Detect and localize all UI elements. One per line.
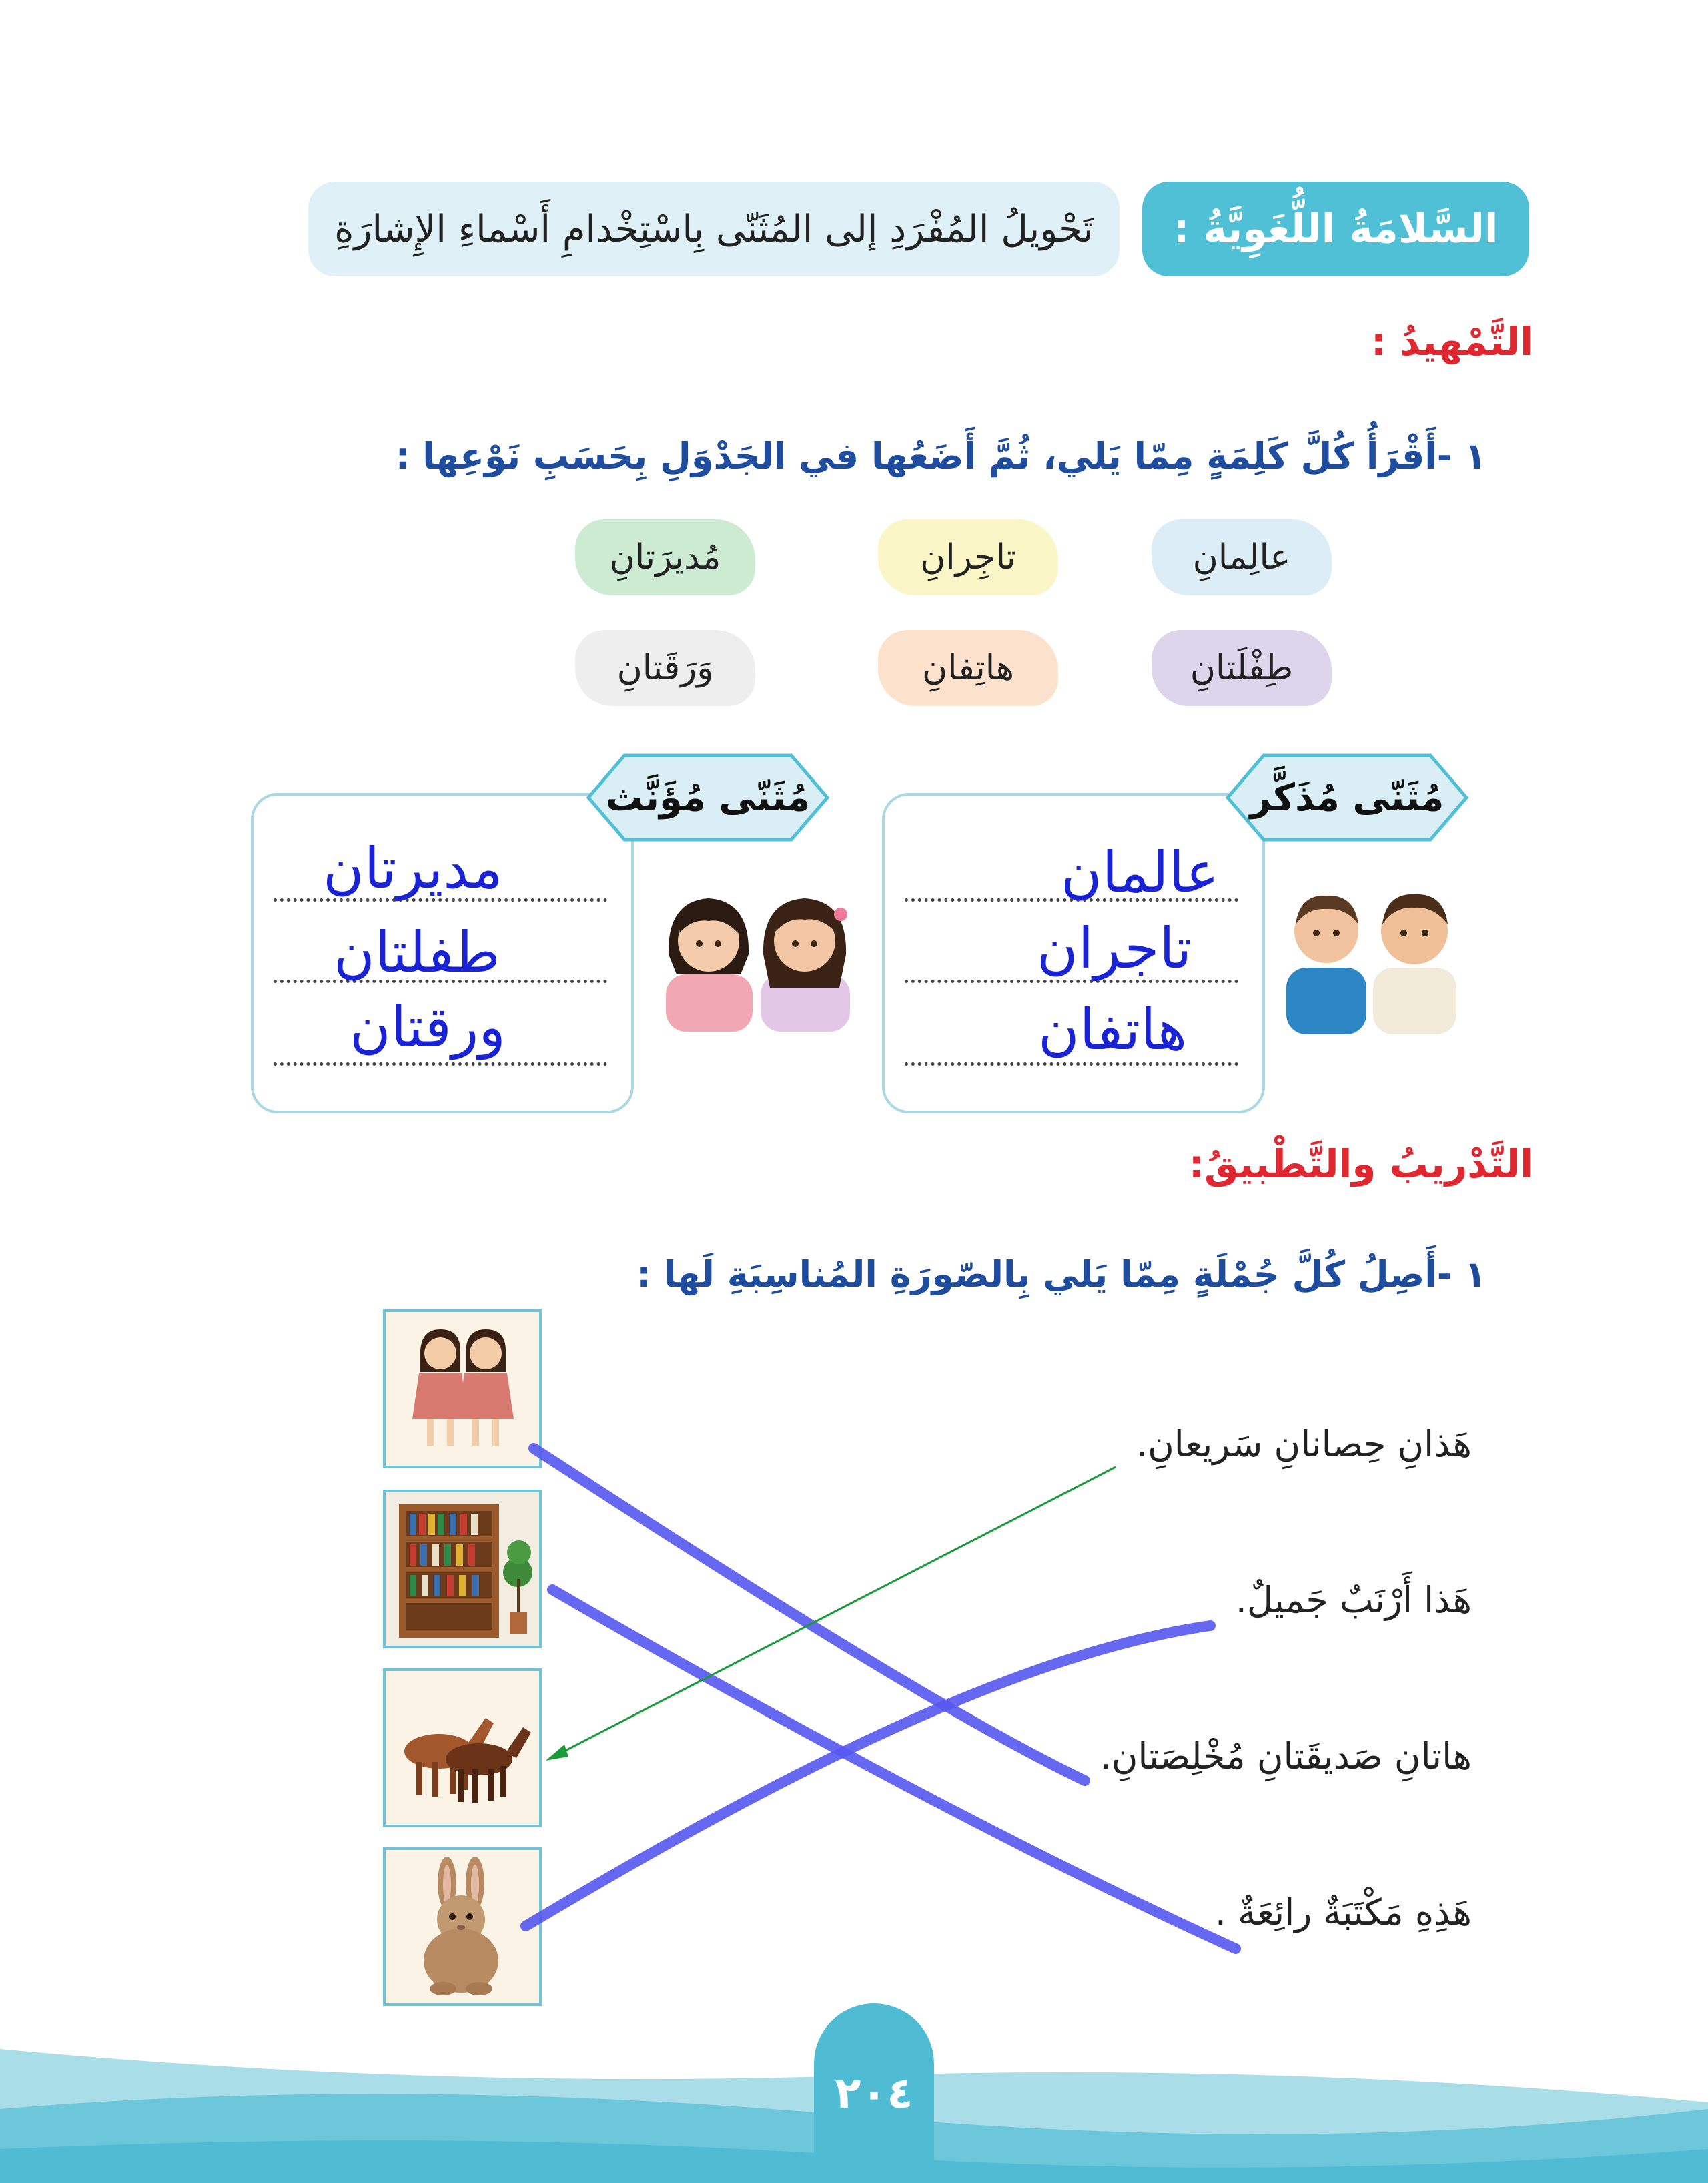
feminine-label: مُثَنّى مُؤَنَّث bbox=[584, 753, 831, 842]
word-card: وَرَقَتانِ bbox=[575, 630, 755, 706]
sentence-3: هاتانِ صَديقَتانِ مُخْلِصَتانِ. bbox=[1100, 1735, 1472, 1777]
masculine-label: مُثَنّى مُذَكَّر bbox=[1224, 753, 1470, 842]
practice-question: ١ -أَصِلُ كُلَّ جُمْلَةٍ مِمّا يَلي بِالصّورَةِ المُناسِبَةِ لَها : bbox=[636, 1253, 1486, 1295]
answer-masculine-2: تاجران bbox=[1037, 916, 1192, 981]
practice-heading: التَّدْريبُ والتَّطْبيقُ: bbox=[1188, 1141, 1533, 1187]
answer-feminine-2: طفلتان bbox=[334, 920, 500, 985]
word-card: مُديرَتانِ bbox=[575, 519, 755, 595]
sentence-4: هَذِهِ مَكْتَبَةٌ رائِعَةٌ . bbox=[1214, 1891, 1472, 1933]
word-card: هاتِفانِ bbox=[878, 630, 1058, 706]
page-number: ٢٠٤ bbox=[814, 2003, 934, 2183]
answer-masculine-1: عالمان bbox=[1061, 840, 1220, 905]
word-card: عالِمانِ bbox=[1152, 519, 1332, 595]
word-card: تاجِرانِ bbox=[878, 519, 1058, 595]
intro-question: ١ -أَقْرَأُ كُلَّ كَلِمَةٍ مِمّا يَلي، ثُمَّ أَضَعُها في الجَدْوَلِ بِحَسَبِ نَوْعِها : bbox=[395, 435, 1486, 477]
answer-feminine-1: مديرتان bbox=[323, 836, 503, 901]
intro-heading: التَّمْهيدُ : bbox=[1370, 319, 1533, 364]
sentence-2: هَذا أَرْنَبٌ جَميلٌ. bbox=[1235, 1579, 1472, 1621]
section-label: السَّلامَةُ اللُّغَوِيَّةُ : bbox=[1142, 182, 1529, 276]
answer-masculine-3: هاتفان bbox=[1038, 997, 1188, 1062]
sentence-1: هَذانِ حِصانانِ سَريعانِ. bbox=[1136, 1423, 1472, 1465]
answer-feminine-3: ورقتان bbox=[350, 994, 506, 1060]
section-topic: تَحْويلُ المُفْرَدِ إلى المُثَنّى بِاسْتِخْدامِ أَسْماءِ الإِشارَةِ bbox=[308, 182, 1120, 276]
word-card: طِفْلَتانِ bbox=[1152, 630, 1332, 706]
